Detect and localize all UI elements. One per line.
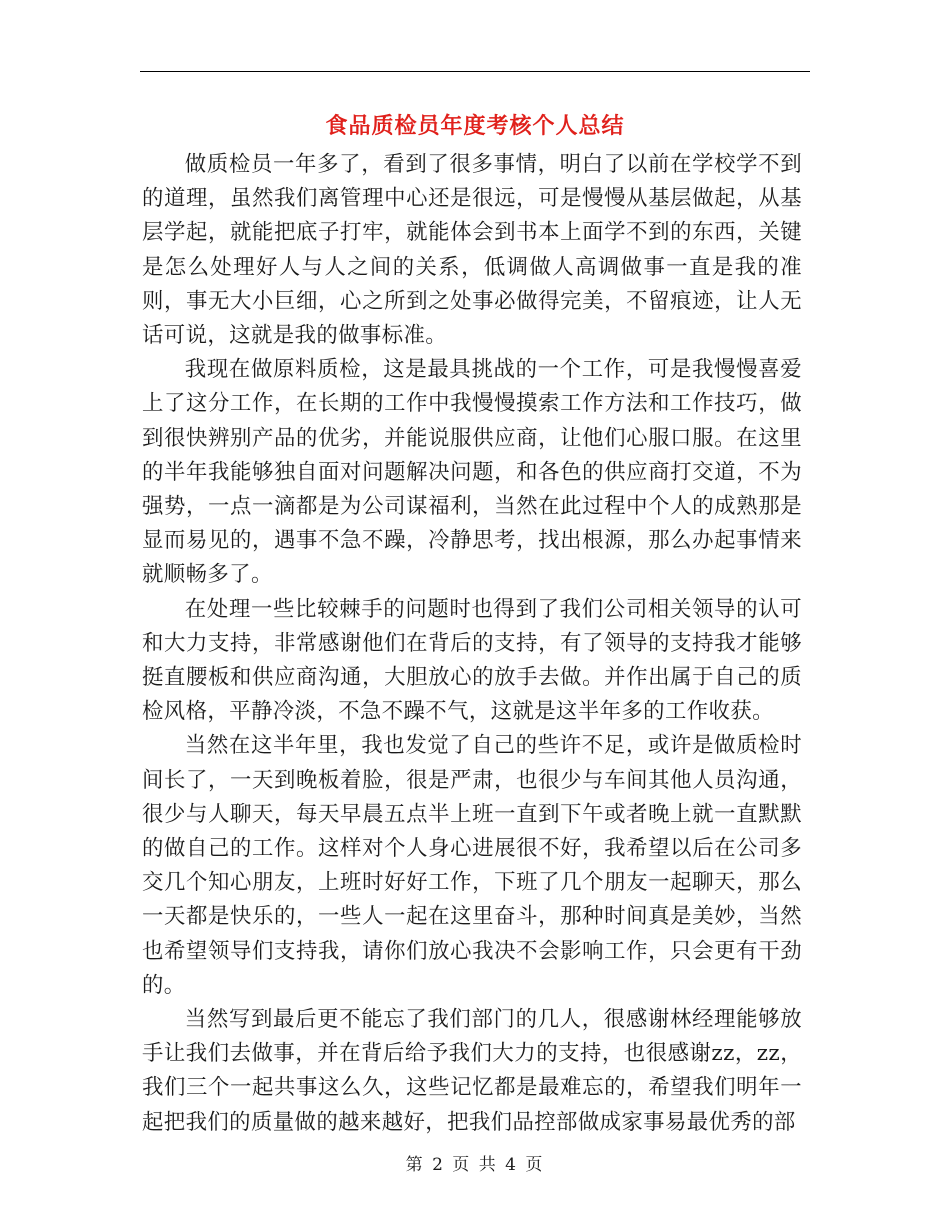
paragraph-3: 在处理一些比较棘手的问题时也得到了我们公司相关领导的认可和大力支持，非常感谢他们在背后的支持，有了领导的支持我才能够挺直腰板和供应商沟通，大胆放心的放手去做。并作出属于自己的质检风格，平静冷淡，不急不躁不气，这就是这半年多的工作收获。 [142,596,802,725]
paragraph-2: 我现在做原料质检，这是最具挑战的一个工作，可是我慢慢喜爱上了这分工作，在长期的工作中我慢慢摸索工作方法和工作技巧，做到很快辨别产品的优劣，并能说服供应商，让他们心服口服。在这里的半年我能够独自面对问题解决问题，和各色的供应商打交道，不为强势，一点一滴都是为公司谋福利，当然在此过程中个人的成熟那是显而易见的，遇事不急不躁，冷静思考，找出根源，那么办起事情来就顺畅多了。 [142,357,802,588]
paragraph-1: 做质检员一年多了，看到了很多事情，明白了以前在学校学不到的道理，虽然我们离管理中心还是很远，可是慢慢从基层做起，从基层学起，就能把底子打牢，就能体会到书本上面学不到的东西，关键是怎么处理好人与人之间的关系，低调做人高调做事一直是我的准则，事无大小巨细，心之所到之处事必做得完美，不留痕迹，让人无话可说，这就是我的做事标准。 [142,152,802,349]
page-footer [0,1150,950,1175]
document-body [142,148,802,1140]
footer-total-pages: 4 [505,1155,518,1175]
footer-prefix: 第 [405,1155,425,1175]
footer-current-page: 2 [432,1155,445,1175]
footer-total-prefix: 共 [478,1155,498,1175]
paragraph-5: 当然写到最后更不能忘了我们部门的几人，很感谢林经理能够放手让我们去做事，并在背后给予我们大力的支持，也很感谢zz，zz，我们三个一起共事这么久，这些记忆都是最难忘的，希望我们明年一起把我们的质量做的越来越好，把我们品控部做成家事易最优秀的部 [142,1007,802,1135]
document-title: 食品质检员年度考核个人总结 [325,113,625,139]
footer-page-word: 页 [452,1155,472,1175]
footer-suffix: 页 [525,1155,545,1175]
header-rule [140,71,810,72]
paragraph-4: 当然在这半年里，我也发觉了自己的些许不足，或许是做质检时间长了，一天到晚板着脸，很是严肃，也很少与车间其他人员沟通，很少与人聊天，每天早晨五点半上班一直到下午或者晚上就一直默默的做自己的工作。这样对个人身心进展很不好，我希望以后在公司多交几个知心朋友，上班时好好工作，下班了几个朋友一起聊天，那么一天都是快乐的，一些人一起在这里奋斗，那种时间真是美妙，当然也希望领导们支持我，请你们放心我决不会影响工作，只会更有干劲的。 [142,733,802,998]
